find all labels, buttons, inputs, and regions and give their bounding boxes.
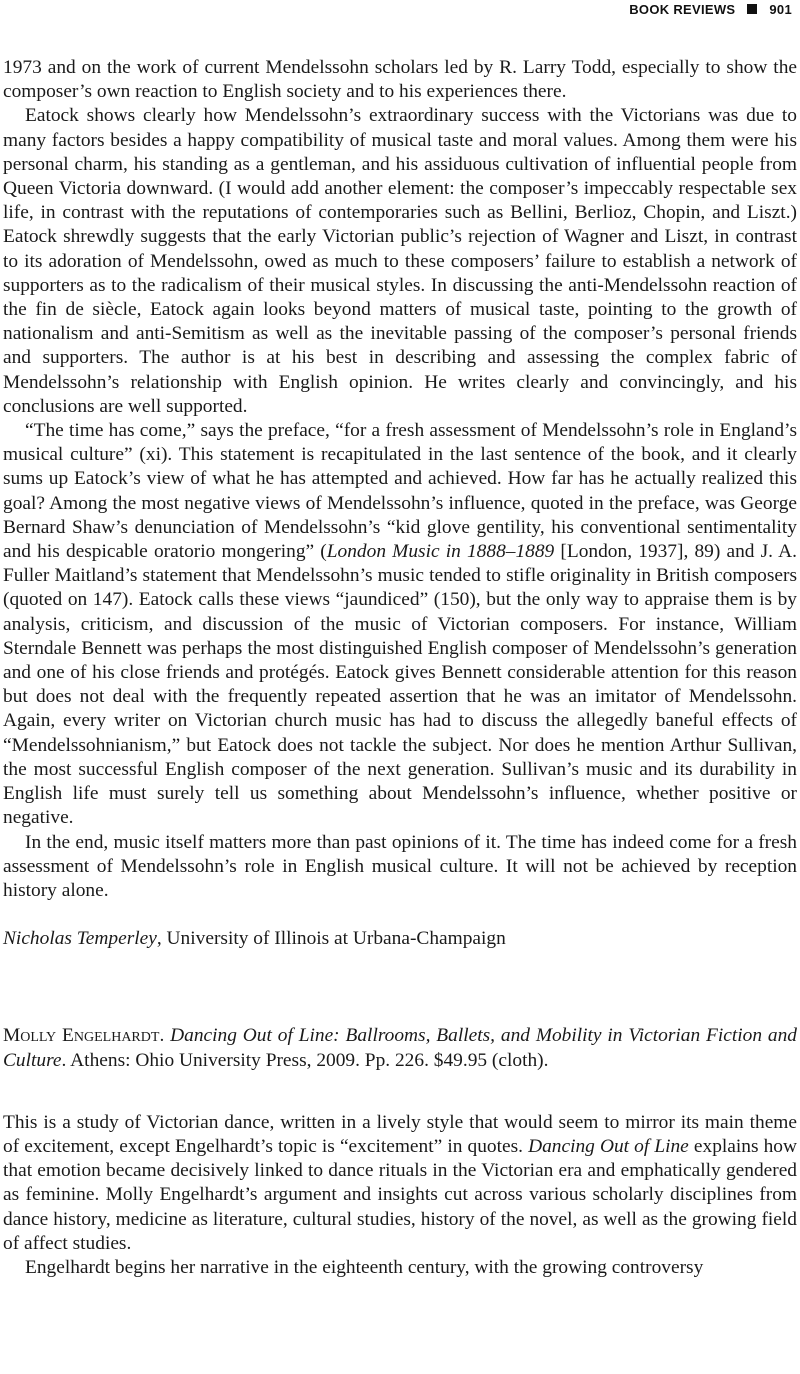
review1-p4-text: In the end, music itself matters more than past opinions of it. The time has indeed come for a fresh assessment of Mendelssohn’s role in English musical culture. It will not be achieved by reception history alone. [3,831,797,901]
review2-p1-book-title: Dancing Out of Line [528,1135,689,1157]
review1-p2-text: Eatock shows clearly how Mendelssohn’s extraordinary success with the Victorians was due to many factors besides a happy compatibility of musical taste and moral values. Among them were his personal charm, his standing as a gentleman, and his assiduous cultivation of influential people from Queen Victoria downward. (I would add another element: the composer’s impeccably respectable sex life, in contrast with the reputations of contemporaries such as Bellini, Berlioz, Chopin, and Liszt.) Eatock shrewdly suggests that the early Victorian public’s rejection of Wagner and Liszt, in contrast to its adoration of Mendelssohn, owed as much to these composers’ failure to establish a network of supporters as to the radicalism of their musical styles. In discussing the anti-Mendelssohn reaction of the fin de siècle, Eatock again looks beyond matters of musical taste, pointing to the growth of nationalism and anti-Semitism as well as the inevitable passing of the composer’s personal friends and supporters. The author is at his best in describing and assessing the complex fabric of Mendelssohn’s relationship with English opinion. He writes clearly and convincingly, and his conclusions are well supported. [3,105,797,417]
review1-p3-cited-title: London Music in 1888–1889 [326,541,555,563]
review2-p2-text: Engelhardt begins her narrative in the eighteenth century, with the growing controversy [25,1256,704,1278]
review1-paragraph-3 [3,419,797,830]
review1-paragraph-2 [3,104,797,419]
review1-signature [3,927,797,951]
book-title: Dancing Out of Line: Ballrooms, Ballets, and Mobility in Victorian Fiction and Culture [3,1025,797,1071]
page-number: 901 [769,1,792,17]
review1-p3-text-after: [London, 1937], 89) and J. A. Fuller Maitland’s statement that Mendelssohn’s music tended to stifle originality in British composers (quoted on 147). Eatock calls these views “jaundiced” (150), but the only way to appraise them is by analysis, criticism, and discussion of the music of Victorian composers. For instance, William Sterndale Bennett was perhaps the most distinguished English composer of Mendelssohn’s generation and one of his close friends and protégés. Eatock gives Bennett considerable attention for this reason but does not deal with the frequently repeated assertion that he was an imitator of Mendelssohn. Again, every writer on Victorian church music has had to discuss the allegedly baneful effects of “Mendelssohnianism,” but Eatock does not tackle the subject. Nor does he mention Arthur Sullivan, the most successful English composer of the next generation. Sullivan’s music and its durability in English life must surely tell us something about Mendelssohn’s influence, whether positive or negative. [3,541,797,829]
running-head [629,0,792,18]
review1-p3-text-before: “The time has come,” says the preface, “for a fresh assessment of Mendelssohn’s role in England’s musical culture” (xi). This statement is recapitulated in the last sentence of the book, and it clearly sums up Eatock’s view of what he has attempted and achieved. How far has he actually realized this goal? Among the most negative views of Mendelssohn’s influence, quoted in the preface, was George Bernard Shaw’s denunciation of Mendelssohn’s “kid glove gentility, his conventional sentimentality and his despicable oratorio mongering” ( [3,420,797,563]
reviewer-affiliation: , University of Illinois at Urbana-Champaign [156,928,506,950]
square-separator-icon [747,4,757,14]
review1-paragraph-1 [3,56,797,104]
review1-p1-text: 1973 and on the work of current Mendelssohn scholars led by R. Larry Todd, especially to show the composer’s own reaction to English society and to his experiences there. [3,57,797,103]
review2-heading: Molly Engelhardt. Dancing Out of Line: Ballrooms, Ballets, and Mobility in Victorian Fiction and Culture. Athens: Ohio University Press, 2009. Pp. 226. $49.95 (cloth). [3,1025,797,1071]
reviewer-name: Nicholas Temperley [3,928,157,950]
review2-paragraph-2 [3,1256,797,1280]
running-head-section: BOOK REVIEWS [629,1,736,17]
page-body [3,56,797,1280]
review2-p1-text-b: explains how that emotion became decisively linked to dance rituals in the Victorian era and emphatically gendered as feminine. Molly Engelhardt’s argument and insights cut across various scholarly disciplines from dance history, medicine as literature, cultural studies, history of the novel, as well as the growing field of affect studies. [3,1135,798,1254]
review1-paragraph-4 [3,831,797,904]
book-publication: Athens: Ohio University Press, 2009. Pp. 226. $49.95 (cloth). [66,1049,549,1071]
book-author: Molly Engelhardt [3,1025,160,1047]
review2-paragraph-1 [3,1111,797,1256]
review2-p1-text-a: This is a study of Victorian dance, written in a lively style that would seem to mirror its main theme of excitement, except Engelhardt’s topic is “excitement” in quotes. [3,1111,797,1157]
